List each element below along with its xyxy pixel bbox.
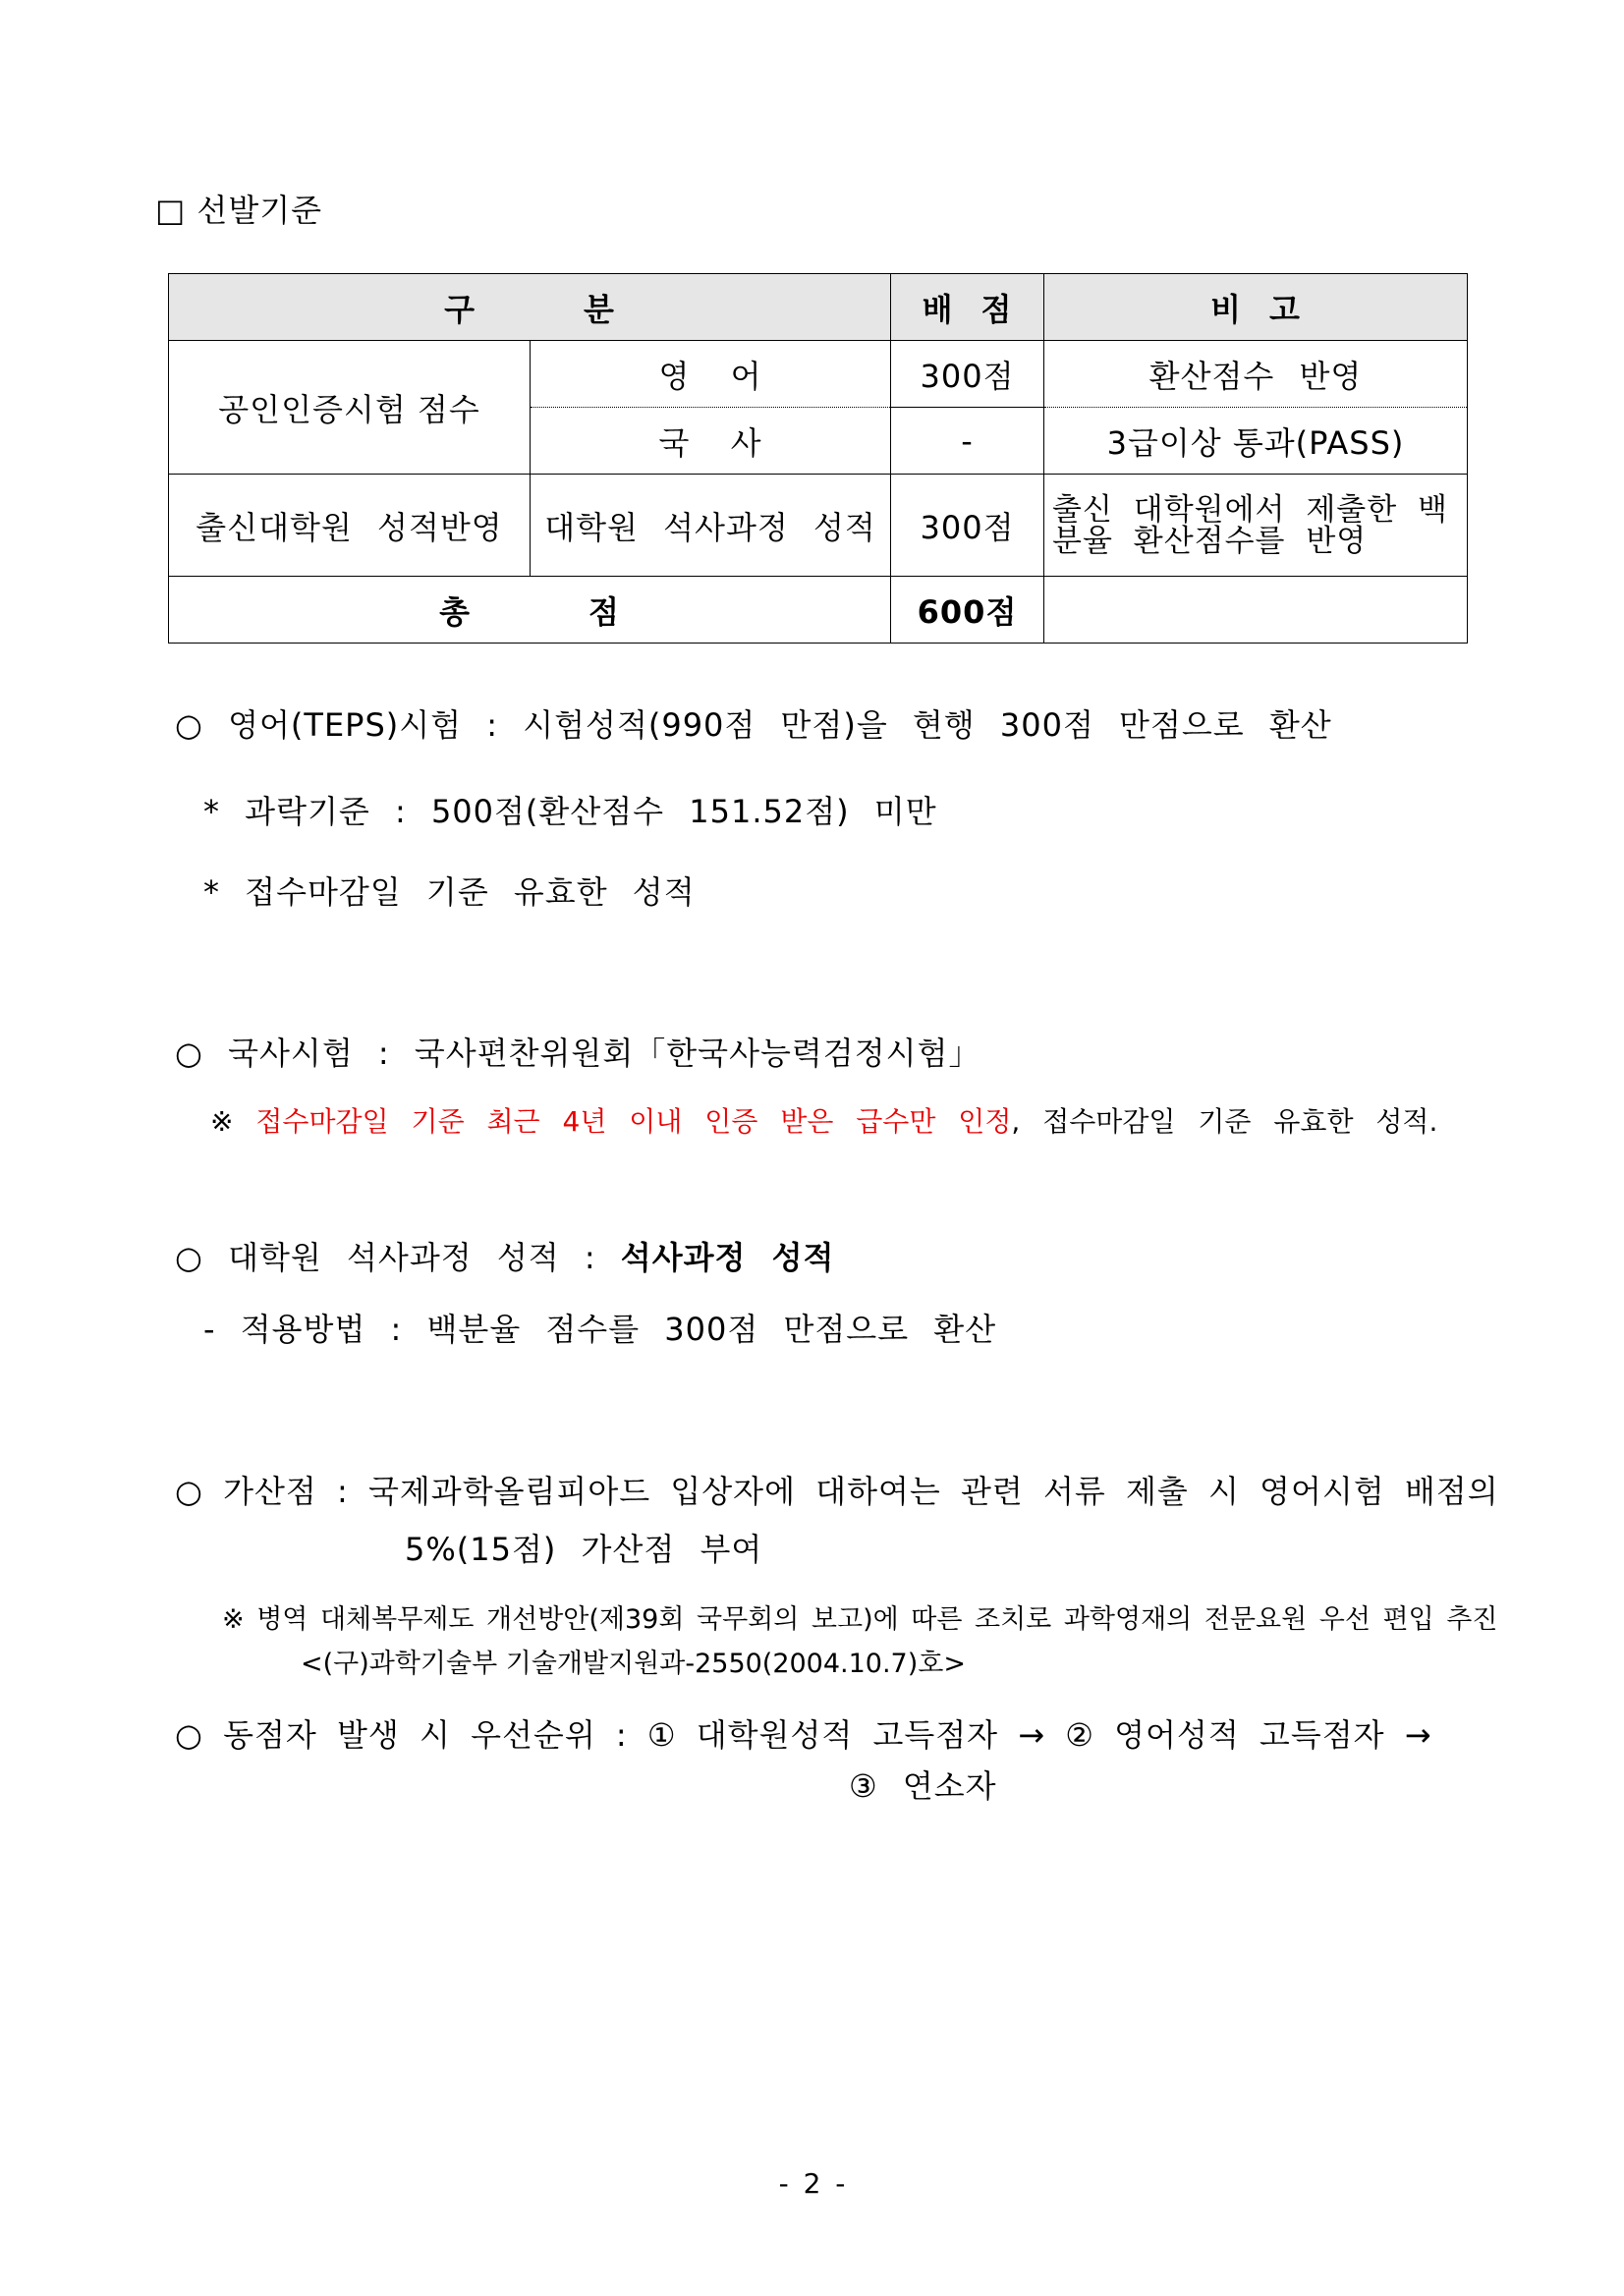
grad-label: 출신대학원 성적반영	[169, 475, 531, 577]
header-category	[169, 274, 891, 341]
grad-item: 대학원 석사과정 성적	[531, 475, 891, 577]
header-remarks-2: 고	[1269, 290, 1301, 328]
header-points-2: 점	[980, 290, 1013, 328]
english-points: 300점	[891, 341, 1044, 408]
bonus-line-1: ○ 가산점 : 국제과학올림피아드 입상자에 대하여는 관련 서류 제출 시 영어시험 배점의	[175, 1473, 1499, 1510]
tie-line-1: ○ 동점자 발생 시 우선순위 : ① 대학원성적 고득점자 → ② 영어성적 고득점자 →	[175, 1716, 1432, 1754]
history-points: -	[891, 408, 1044, 475]
header-category-2: 분	[584, 290, 615, 328]
section-title: □ 선발기준	[155, 192, 323, 229]
bonus-note-1: ※ 병역 대체복무제도 개선방안(제39회 국무회의 보고)에 따른 조치로 과학영재의 전문요원 우선 편입 추진	[222, 1604, 1498, 1635]
total-row	[169, 577, 1468, 644]
history-note: 3급이상 통과(PASS)	[1044, 408, 1468, 475]
history-label: 국 사	[531, 408, 891, 475]
grad-main	[175, 1238, 834, 1277]
header-remarks-1: 비	[1210, 290, 1242, 328]
history-note-rest: , 접수마감일 기준 유효한 성적.	[1011, 1105, 1438, 1138]
grad-points: 300점	[891, 475, 1044, 577]
bonus-note-2: <(구)과학기술부 기술개발지원과-2550(2004.10.7)호>	[301, 1649, 966, 1679]
header-points	[891, 274, 1044, 341]
history-note-prefix: ※	[210, 1105, 256, 1138]
page-number: - 2 -	[778, 2167, 846, 2200]
history-note-red: 접수마감일 기준 최근 4년 이내 인증 받은 급수만 인정	[255, 1105, 1012, 1138]
bonus-line-2: 5%(15점) 가산점 부여	[405, 1531, 763, 1568]
criteria-table	[168, 273, 1468, 644]
grad-main-prefix: ○ 대학원 석사과정 성적 :	[175, 1239, 621, 1276]
tie-line-2: ③ 연소자	[849, 1767, 997, 1805]
grad-method: - 적용방법 : 백분율 점수를 300점 만점으로 환산	[203, 1311, 997, 1348]
history-main: ○ 국사시험 : 국사편찬위원회「한국사능력검정시험」	[175, 1035, 981, 1072]
english-label: 영 어	[531, 341, 891, 408]
english-note-valid: * 접수마감일 기준 유효한 성적	[203, 873, 696, 911]
header-remarks	[1044, 274, 1468, 341]
english-note: 환산점수 반영	[1044, 341, 1468, 408]
total-note-empty	[1044, 577, 1468, 644]
cert-label: 공인인증시험 점수	[169, 341, 531, 475]
history-note	[210, 1104, 1437, 1140]
grad-note: 출신 대학원에서 제출한 백분율 환산점수를 반영	[1044, 475, 1468, 577]
header-points-1: 배	[922, 290, 954, 328]
grad-main-bold: 석사과정 성적	[620, 1239, 835, 1276]
table-header-row	[169, 274, 1468, 341]
total-label-2: 점	[588, 592, 620, 631]
table-row	[169, 475, 1468, 577]
table-row	[169, 341, 1468, 408]
total-label	[169, 577, 891, 644]
header-category-1: 구	[444, 290, 476, 328]
english-main: ○ 영어(TEPS)시험 : 시험성적(990점 만점)을 현행 300점 만점으로 환산	[175, 706, 1332, 744]
total-points: 600점	[891, 577, 1044, 644]
english-note-cutoff: * 과락기준 : 500점(환산점수 151.52점) 미만	[203, 793, 937, 830]
total-label-1: 총	[439, 592, 471, 631]
